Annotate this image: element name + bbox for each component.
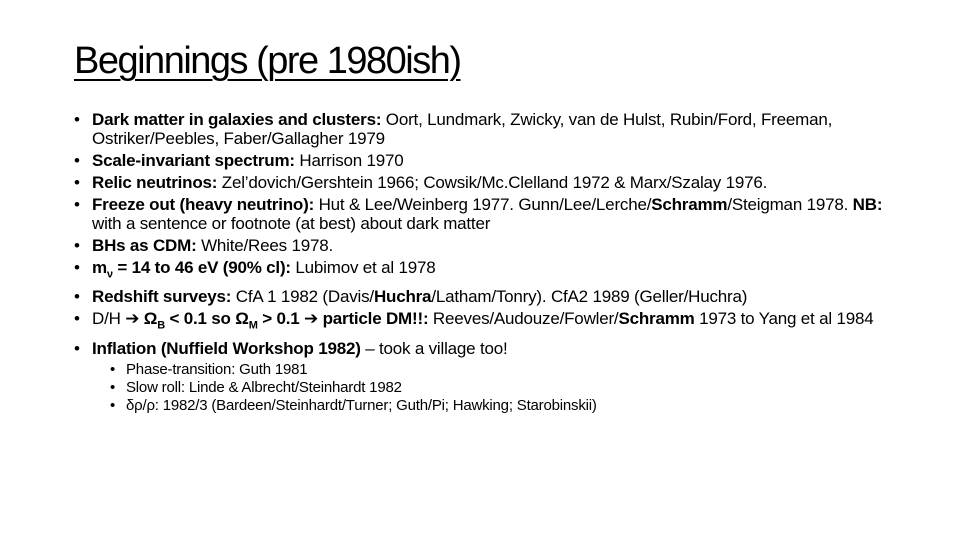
bullet-text: /Latham/Tonry). CfA2 1989 (Geller/Huchra) xyxy=(431,287,748,307)
bullet-heading xyxy=(143,309,429,332)
bullet-text: Lubimov et al 1978 xyxy=(290,258,436,277)
baryon-subscript: B xyxy=(157,319,165,332)
bullet-emphasis: NB: xyxy=(852,195,883,214)
bullet-neutrino-mass xyxy=(74,258,894,284)
bullet-text: – took a village too! xyxy=(360,338,508,358)
bullet-text: CfA 1 1982 (Davis/ xyxy=(231,287,374,307)
bullet-text: Zel’dovich/Gershtein 1966; Cowsik/Mc.Clelland 1972 & Marx/Szalay 1976. xyxy=(217,173,768,192)
subbullet-phase-transition: • Phase-transition: Guth 1981 xyxy=(110,361,894,379)
bullet-emphasis: Schramm xyxy=(618,309,695,329)
bullet-text: /Steigman 1978. xyxy=(727,195,853,214)
arrow-icon: ➔ xyxy=(125,309,140,329)
bullet-text: < 0.1 so xyxy=(164,309,236,329)
bullet-emphasis: Schramm xyxy=(651,195,728,214)
mass-symbol: m xyxy=(92,258,107,277)
bullet-scale-invariant xyxy=(74,151,894,170)
bullet-heading: Scale-invariant spectrum: xyxy=(92,151,295,170)
inflation-subbullets xyxy=(74,361,894,415)
bullet-inflation xyxy=(74,339,894,358)
arrow-icon: ➔ xyxy=(304,309,319,329)
bullet-list xyxy=(74,110,894,415)
slide-title: Beginnings (pre 1980ish) xyxy=(74,40,461,82)
bullet-text: > 0.1 xyxy=(257,309,305,329)
bullet-text: 1973 to Yang et al 1984 xyxy=(694,309,874,329)
bullet-text: Harrison 1970 xyxy=(294,151,404,170)
bullet-freeze-out xyxy=(74,195,894,233)
bullet-emphasis: Huchra xyxy=(373,287,432,307)
bullet-text: Reeves/Audouze/Fowler/ xyxy=(428,309,619,329)
bullet-heading: Freeze out (heavy neutrino): xyxy=(92,195,315,214)
bullet-deuterium xyxy=(74,309,894,335)
bullet-heading: BHs as CDM: xyxy=(92,236,197,255)
bullet-heading: Relic neutrinos: xyxy=(92,173,218,192)
subbullet-density-perturbation: • δρ/ρ: 1982/3 (Bardeen/Steinhardt/Turner; Guth/Pi; Hawking; Starobinskii) xyxy=(110,397,894,415)
bullet-text: Oort, Lundmark, Zwicky, van de Hulst, Rubin/Ford, Freeman, Ostriker/Peebles, Faber/Gallagher 1979 xyxy=(92,110,833,148)
bullet-heading xyxy=(92,258,291,281)
nu-subscript: ν xyxy=(106,268,113,281)
bullet-text: White/Rees 1978. xyxy=(196,236,333,255)
bullet-redshift-surveys xyxy=(74,287,894,306)
omega-symbol: Ω xyxy=(143,309,158,329)
bullet-text: D/H xyxy=(92,309,126,329)
bullet-bhs-cdm xyxy=(74,236,894,255)
bullet-heading: Inflation (Nuffield Workshop 1982) xyxy=(92,338,361,358)
subbullet-slow-roll: • Slow roll: Linde & Albrecht/Steinhardt 1982 xyxy=(110,379,894,397)
omega-symbol: Ω xyxy=(235,309,249,329)
mass-range: = 14 to 46 eV (90% cl): xyxy=(112,258,291,277)
bullet-heading: Redshift surveys: xyxy=(92,287,232,307)
bullet-text: particle DM!!: xyxy=(318,309,429,329)
bullet-heading: Dark matter in galaxies and clusters: xyxy=(92,110,382,129)
bullet-text: Hut & Lee/Weinberg 1977. Gunn/Lee/Lerche/ xyxy=(314,195,652,214)
bullet-text: with a sentence or footnote (at best) about dark matter xyxy=(92,214,491,233)
matter-subscript: M xyxy=(248,319,258,332)
bullet-dark-matter xyxy=(74,110,894,148)
bullet-relic-neutrinos xyxy=(74,173,894,192)
